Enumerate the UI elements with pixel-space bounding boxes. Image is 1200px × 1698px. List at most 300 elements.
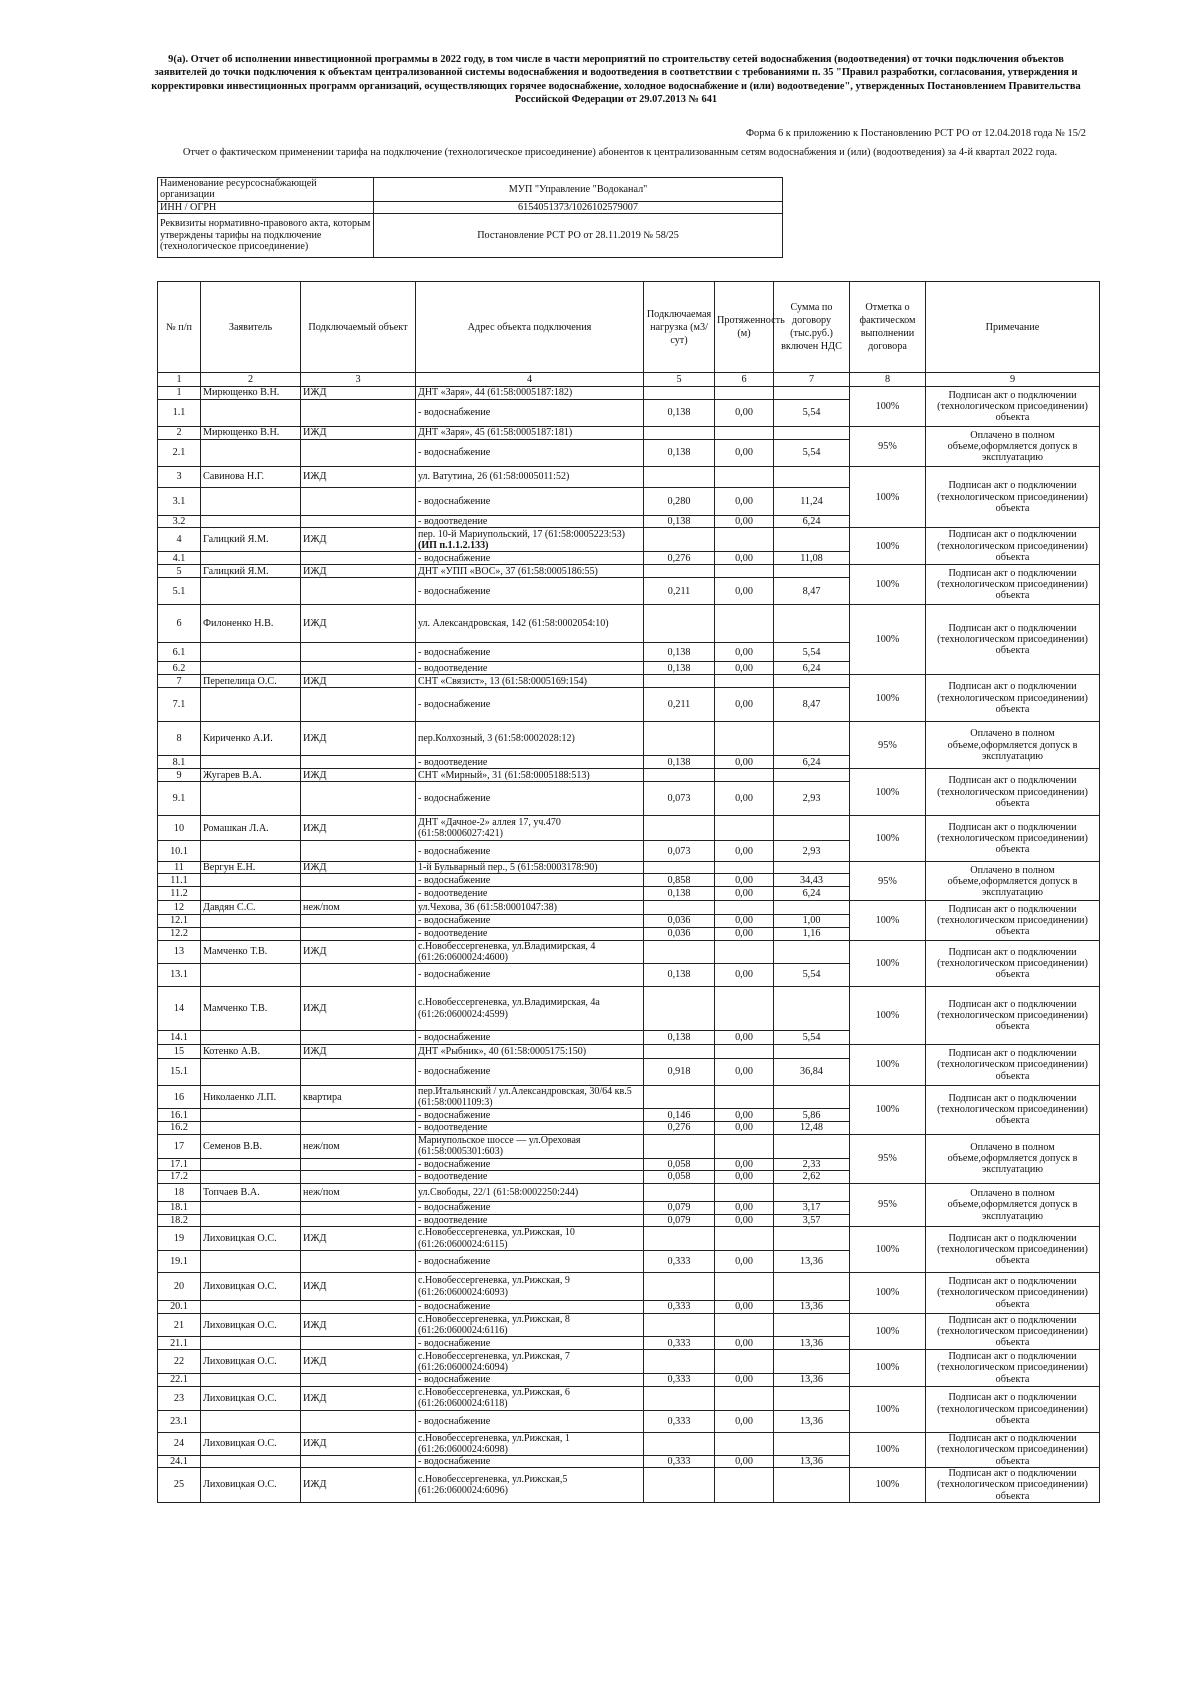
- table-row: [158, 816, 1100, 841]
- service-type: - водоотведение: [416, 1214, 644, 1226]
- completion-mark: 100%: [850, 387, 926, 427]
- sum-value: 11,24: [774, 488, 850, 516]
- applicant-name: Мамченко Т.В.: [201, 987, 301, 1031]
- empty-cell: [301, 1122, 416, 1134]
- subrow-number: 4.1: [158, 552, 201, 565]
- object-address: [416, 387, 644, 400]
- table-body: [158, 387, 1100, 1503]
- connected-object: ИЖД: [301, 467, 416, 488]
- empty-cell: [201, 516, 301, 528]
- subrow-number: 17.2: [158, 1170, 201, 1183]
- note-text: Подписан акт о подключении (технологическом присоединении) объекта: [926, 1314, 1100, 1350]
- load-value: 0,138: [644, 643, 715, 662]
- row-number: 17: [158, 1134, 201, 1158]
- row-number: 2: [158, 427, 201, 440]
- sum-value: [774, 528, 850, 552]
- connected-object: ИЖД: [301, 675, 416, 688]
- empty-cell: [201, 1214, 301, 1226]
- sum-value: [774, 605, 850, 643]
- service-type: - водоснабжение: [416, 1301, 644, 1314]
- note-text: Подписан акт о подключении (технологическом присоединении) объекта: [926, 387, 1100, 427]
- object-address: [416, 862, 644, 874]
- load-value: [644, 1432, 715, 1455]
- sum-value: 12,48: [774, 1122, 850, 1134]
- table-row: [158, 565, 1100, 578]
- row-number: 23: [158, 1386, 201, 1410]
- applicant-name: Лиховицкая О.С.: [201, 1273, 301, 1301]
- service-type: - водоснабжение: [416, 841, 644, 862]
- sum-value: [774, 1086, 850, 1109]
- table-row: [158, 722, 1100, 756]
- empty-cell: [201, 1170, 301, 1183]
- object-address: [416, 1273, 644, 1301]
- length-value: 0,00: [715, 1201, 774, 1214]
- empty-cell: [301, 688, 416, 722]
- length-value: 0,00: [715, 887, 774, 901]
- subrow-number: 12.2: [158, 927, 201, 940]
- empty-cell: [301, 782, 416, 816]
- empty-cell: [301, 1337, 416, 1350]
- connected-object: ИЖД: [301, 1468, 416, 1503]
- col-number: 7: [774, 373, 850, 387]
- load-value: [644, 1227, 715, 1251]
- length-value: [715, 467, 774, 488]
- address-text: ДНТ «Заря», 44 (61:58:0005187:182): [418, 387, 573, 399]
- subrow-number: 7.1: [158, 688, 201, 722]
- object-address: [416, 1350, 644, 1374]
- empty-cell: [201, 440, 301, 467]
- load-value: 0,058: [644, 1170, 715, 1183]
- empty-cell: [201, 1374, 301, 1386]
- load-value: 0,138: [644, 662, 715, 675]
- load-value: 0,211: [644, 688, 715, 722]
- load-value: [644, 605, 715, 643]
- service-type: - водоснабжение: [416, 915, 644, 927]
- sum-value: [774, 675, 850, 688]
- connections-table: [157, 281, 1100, 1503]
- note-text: Оплачено в полном объеме,оформляется допуск в эксплуатацию: [926, 1134, 1100, 1183]
- load-value: [644, 987, 715, 1031]
- connected-object: ИЖД: [301, 1227, 416, 1251]
- sum-value: 13,36: [774, 1456, 850, 1468]
- sum-value: [774, 1432, 850, 1455]
- applicant-name: Лиховицкая О.С.: [201, 1468, 301, 1503]
- load-value: [644, 528, 715, 552]
- row-number: 13: [158, 940, 201, 963]
- connected-object: ИЖД: [301, 387, 416, 400]
- sum-value: [774, 722, 850, 756]
- subrow-number: 14.1: [158, 1031, 201, 1045]
- subrow-number: 17.1: [158, 1158, 201, 1170]
- object-address: [416, 1468, 644, 1503]
- subrow-number: 3.2: [158, 516, 201, 528]
- length-value: 0,00: [715, 1170, 774, 1183]
- applicant-name: Вергун Е.Н.: [201, 862, 301, 874]
- length-value: 0,00: [715, 782, 774, 816]
- applicant-name: Мамченко Т.В.: [201, 940, 301, 963]
- completion-mark: 100%: [850, 1227, 926, 1273]
- service-type: - водоснабжение: [416, 643, 644, 662]
- completion-mark: 95%: [850, 1183, 926, 1226]
- object-address: [416, 675, 644, 688]
- table-row: [158, 987, 1100, 1031]
- note-text: Подписан акт о подключении (технологическом присоединении) объекта: [926, 1086, 1100, 1135]
- sum-value: [774, 1386, 850, 1410]
- empty-cell: [301, 1109, 416, 1122]
- length-value: 0,00: [715, 1059, 774, 1086]
- completion-mark: 95%: [850, 427, 926, 467]
- table-row: [158, 387, 1100, 400]
- info-row-inn: [158, 201, 783, 213]
- empty-cell: [301, 1374, 416, 1386]
- empty-cell: [201, 578, 301, 605]
- load-value: 0,211: [644, 578, 715, 605]
- row-number: 11: [158, 862, 201, 874]
- length-value: 0,00: [715, 552, 774, 565]
- sum-value: 8,47: [774, 688, 850, 722]
- sum-value: 13,36: [774, 1301, 850, 1314]
- connected-object: ИЖД: [301, 987, 416, 1031]
- empty-cell: [201, 874, 301, 887]
- sum-value: 6,24: [774, 756, 850, 769]
- load-value: 0,333: [644, 1251, 715, 1273]
- subrow-number: 18.1: [158, 1201, 201, 1214]
- sum-value: 11,08: [774, 552, 850, 565]
- note-text: Подписан акт о подключении (технологическом присоединении) объекта: [926, 769, 1100, 816]
- sum-value: 2,62: [774, 1170, 850, 1183]
- table-row: [158, 528, 1100, 552]
- address-text: с.Новобессергеневка, ул.Рижская, 6 (61:26:0600024:6118): [418, 1386, 570, 1410]
- load-value: 0,858: [644, 874, 715, 887]
- note-text: Подписан акт о подключении (технологическом присоединении) объекта: [926, 1273, 1100, 1314]
- service-type: - водоснабжение: [416, 1201, 644, 1214]
- empty-cell: [301, 488, 416, 516]
- sum-value: [774, 1183, 850, 1201]
- applicant-name: Галицкий Я.М.: [201, 528, 301, 552]
- object-address: [416, 528, 644, 552]
- load-value: [644, 1183, 715, 1201]
- applicant-name: Жугарев В.А.: [201, 769, 301, 782]
- length-value: 0,00: [715, 488, 774, 516]
- subrow-number: 12.1: [158, 915, 201, 927]
- empty-cell: [201, 643, 301, 662]
- service-type: - водоснабжение: [416, 400, 644, 427]
- sum-value: 1,16: [774, 927, 850, 940]
- table-row: [158, 1086, 1100, 1109]
- col-header-object: Подключаемый объект: [301, 282, 416, 373]
- length-value: [715, 769, 774, 782]
- sum-value: 6,24: [774, 662, 850, 675]
- empty-cell: [201, 1031, 301, 1045]
- connected-object: ИЖД: [301, 940, 416, 963]
- connected-object: неж/пом: [301, 1183, 416, 1201]
- load-value: 0,138: [644, 964, 715, 987]
- col-header-load: Подключаемая нагрузка (м3/сут): [644, 282, 715, 373]
- completion-mark: 100%: [850, 605, 926, 675]
- sum-value: 2,93: [774, 782, 850, 816]
- object-address: [416, 901, 644, 915]
- empty-cell: [201, 1158, 301, 1170]
- address-text: Мариупольское шоссе — ул.Ореховая (61:58:0005301:603): [418, 1134, 581, 1158]
- note-text: Подписан акт о подключении (технологическом присоединении) объекта: [926, 1350, 1100, 1386]
- object-address: [416, 722, 644, 756]
- length-value: 0,00: [715, 927, 774, 940]
- sum-value: 6,24: [774, 887, 850, 901]
- empty-cell: [301, 1410, 416, 1432]
- empty-cell: [301, 887, 416, 901]
- col-number: 6: [715, 373, 774, 387]
- row-number: 21: [158, 1314, 201, 1337]
- org-value: МУП "Управление "Водоканал": [374, 178, 783, 202]
- subrow-number: 22.1: [158, 1374, 201, 1386]
- load-value: [644, 862, 715, 874]
- completion-mark: 100%: [850, 816, 926, 862]
- applicant-name: Галицкий Я.М.: [201, 565, 301, 578]
- table-row: [158, 901, 1100, 915]
- note-text: Подписан акт о подключении (технологическом присоединении) объекта: [926, 816, 1100, 862]
- subrow-number: 16.1: [158, 1109, 201, 1122]
- sum-value: 1,00: [774, 915, 850, 927]
- length-value: 0,00: [715, 1374, 774, 1386]
- applicant-name: Ромашкан Л.А.: [201, 816, 301, 841]
- length-value: [715, 722, 774, 756]
- subrow-number: 19.1: [158, 1251, 201, 1273]
- length-value: [715, 1350, 774, 1374]
- service-type: - водоснабжение: [416, 552, 644, 565]
- table-row: [158, 1045, 1100, 1059]
- note-text: Оплачено в полном объеме,оформляется допуск в эксплуатацию: [926, 1183, 1100, 1226]
- connected-object: неж/пом: [301, 901, 416, 915]
- empty-cell: [201, 1109, 301, 1122]
- col-number: 5: [644, 373, 715, 387]
- length-value: [715, 605, 774, 643]
- connected-object: ИЖД: [301, 1432, 416, 1455]
- subrow-number: 24.1: [158, 1456, 201, 1468]
- connected-object: ИЖД: [301, 528, 416, 552]
- table-row: [158, 1314, 1100, 1337]
- applicant-name: Перепелица О.С.: [201, 675, 301, 688]
- service-type: - водоотведение: [416, 927, 644, 940]
- applicant-name: Лиховицкая О.С.: [201, 1350, 301, 1374]
- sum-value: [774, 467, 850, 488]
- load-value: 0,280: [644, 488, 715, 516]
- address-text: ДНТ «УПП «ВОС», 37 (61:58:0005186:55): [418, 565, 598, 577]
- empty-cell: [301, 1301, 416, 1314]
- address-text: ДНТ «Рыбник», 40 (61:58:0005175:150): [418, 1045, 587, 1057]
- address-text: с.Новобессергеневка, ул.Рижская, 1 (61:26:0600024:6098): [418, 1432, 570, 1455]
- service-type: - водоснабжение: [416, 688, 644, 722]
- applicant-name: Кириченко А.И.: [201, 722, 301, 756]
- subrow-number: 2.1: [158, 440, 201, 467]
- load-value: [644, 565, 715, 578]
- table-row: [158, 769, 1100, 782]
- row-number: 20: [158, 1273, 201, 1301]
- load-value: [644, 427, 715, 440]
- object-address: [416, 940, 644, 963]
- service-type: - водоснабжение: [416, 874, 644, 887]
- empty-cell: [301, 874, 416, 887]
- length-value: 0,00: [715, 688, 774, 722]
- empty-cell: [301, 516, 416, 528]
- service-type: - водоснабжение: [416, 578, 644, 605]
- load-value: 0,138: [644, 400, 715, 427]
- applicant-name: Филоненко Н.В.: [201, 605, 301, 643]
- sum-value: 13,36: [774, 1410, 850, 1432]
- service-type: - водоотведение: [416, 887, 644, 901]
- row-number: 16: [158, 1086, 201, 1109]
- address-text: пер.Колхозный, 3 (61:58:0002028:12): [418, 733, 575, 745]
- length-value: 0,00: [715, 874, 774, 887]
- col-number: 3: [301, 373, 416, 387]
- applicant-name: Котенко А.В.: [201, 1045, 301, 1059]
- load-value: 0,079: [644, 1201, 715, 1214]
- note-text: Подписан акт о подключении (технологическом присоединении) объекта: [926, 675, 1100, 722]
- empty-cell: [201, 688, 301, 722]
- org-label: Наименование ресурсоснабжающей организации: [158, 178, 374, 202]
- length-value: [715, 528, 774, 552]
- empty-cell: [301, 1456, 416, 1468]
- empty-cell: [301, 1201, 416, 1214]
- note-text: Подписан акт о подключении (технологическом присоединении) объекта: [926, 1468, 1100, 1503]
- sum-value: [774, 1314, 850, 1337]
- length-value: [715, 1227, 774, 1251]
- load-value: 0,276: [644, 552, 715, 565]
- sum-value: [774, 901, 850, 915]
- subrow-number: 8.1: [158, 756, 201, 769]
- load-value: 0,333: [644, 1301, 715, 1314]
- empty-cell: [201, 927, 301, 940]
- service-type: - водоснабжение: [416, 782, 644, 816]
- subrow-number: 10.1: [158, 841, 201, 862]
- length-value: [715, 427, 774, 440]
- address-text: с.Новобессергеневка, ул.Рижская, 8 (61:26:0600024:6116): [418, 1314, 570, 1337]
- connected-object: ИЖД: [301, 722, 416, 756]
- empty-cell: [301, 1158, 416, 1170]
- load-value: 0,138: [644, 516, 715, 528]
- row-number: 25: [158, 1468, 201, 1503]
- table-row: [158, 1227, 1100, 1251]
- load-value: [644, 1134, 715, 1158]
- sum-value: [774, 1227, 850, 1251]
- sum-value: [774, 387, 850, 400]
- object-address: [416, 1183, 644, 1201]
- table-row: [158, 1273, 1100, 1301]
- length-value: 0,00: [715, 1031, 774, 1045]
- length-value: 0,00: [715, 662, 774, 675]
- subrow-number: 11.2: [158, 887, 201, 901]
- applicant-name: Давдян С.С.: [201, 901, 301, 915]
- col-header-length: Протяженность (м): [715, 282, 774, 373]
- length-value: 0,00: [715, 400, 774, 427]
- completion-mark: 100%: [850, 1045, 926, 1086]
- subrow-number: 6.1: [158, 643, 201, 662]
- table-row: [158, 1134, 1100, 1158]
- length-value: [715, 1183, 774, 1201]
- organization-info-table: [157, 177, 783, 258]
- table-row: [158, 940, 1100, 963]
- empty-cell: [301, 440, 416, 467]
- completion-mark: 95%: [850, 722, 926, 769]
- load-value: [644, 901, 715, 915]
- object-address: [416, 1045, 644, 1059]
- sum-value: [774, 816, 850, 841]
- length-value: 0,00: [715, 1337, 774, 1350]
- completion-mark: 100%: [850, 1273, 926, 1314]
- address-text: 1-й Бульварный пер., 5 (61:58:0003178:90): [418, 862, 598, 874]
- address-text: ДНТ «Заря», 45 (61:58:0005187:181): [418, 427, 573, 439]
- table-header-row: [158, 282, 1100, 373]
- col-number: 1: [158, 373, 201, 387]
- load-value: 0,138: [644, 1031, 715, 1045]
- row-number: 10: [158, 816, 201, 841]
- service-type: - водоснабжение: [416, 1456, 644, 1468]
- address-text: с.Новобессергеневка, ул.Рижская, 9 (61:26:0600024:6093): [418, 1275, 570, 1298]
- sum-value: 13,36: [774, 1374, 850, 1386]
- empty-cell: [301, 915, 416, 927]
- load-value: 0,333: [644, 1410, 715, 1432]
- connected-object: ИЖД: [301, 1314, 416, 1337]
- table-row: [158, 862, 1100, 874]
- empty-cell: [201, 400, 301, 427]
- object-address: [416, 1314, 644, 1337]
- service-type: - водоотведение: [416, 1170, 644, 1183]
- col-number: 2: [201, 373, 301, 387]
- load-value: [644, 1314, 715, 1337]
- applicant-name: Николаенко Л.П.: [201, 1086, 301, 1109]
- address-text: СНТ «Связист», 13 (61:58:0005169:154): [418, 675, 587, 687]
- applicant-name: Мирющенко В.Н.: [201, 387, 301, 400]
- length-value: [715, 1386, 774, 1410]
- load-value: 0,138: [644, 756, 715, 769]
- connected-object: ИЖД: [301, 862, 416, 874]
- note-text: Подписан акт о подключении (технологическом присоединении) объекта: [926, 1386, 1100, 1432]
- table-row: [158, 467, 1100, 488]
- act-label: Реквизиты нормативно-правового акта, которым утверждены тарифы на подключение (технологическое присоединение): [158, 213, 374, 257]
- empty-cell: [301, 400, 416, 427]
- report-subtitle: Отчет о фактическом применении тарифа на подключение (технологическое присоединение) абонентов к централизованным сетям водоснабжения и (или) (водоотведения) за 4-й квартал 2022 года.: [182, 147, 1058, 158]
- col-header-note: Примечание: [926, 282, 1100, 373]
- load-value: 0,333: [644, 1374, 715, 1386]
- applicant-name: Лиховицкая О.С.: [201, 1386, 301, 1410]
- load-value: [644, 467, 715, 488]
- connected-object: неж/пом: [301, 1134, 416, 1158]
- document-heading: 9(а). Отчет об исполнении инвестиционной программы в 2022 году, в том числе в части мероприятий по строительству сетей водоснабжения (водоотведения) от точки подключения объектов заявителей до точки подключения к объектам централизованной системы водоснабжения и водоотведения в соответствии с требованиями п. 35 "Правил разработки, согласования, утверждения и корректировки инвестиционных программ организаций, осуществляющих горячее водоснабжение, холодное водоснабжение и (или) водоотведение", утвержденных Постановлением Правительства Российской Федерации от 29.07.2013 № 641: [151, 54, 1081, 106]
- completion-mark: 95%: [850, 862, 926, 901]
- note-text: Подписан акт о подключении (технологическом присоединении) объекта: [926, 940, 1100, 986]
- service-type: - водоснабжение: [416, 488, 644, 516]
- empty-cell: [201, 1201, 301, 1214]
- subrow-number: 21.1: [158, 1337, 201, 1350]
- note-text: Оплачено в полном объеме,оформляется допуск в эксплуатацию: [926, 862, 1100, 901]
- applicant-name: Савинова Н.Г.: [201, 467, 301, 488]
- empty-cell: [301, 552, 416, 565]
- length-value: [715, 1468, 774, 1503]
- address-text: СНТ «Мирный», 31 (61:58:0005188:513): [418, 769, 590, 781]
- col-header-applicant: Заявитель: [201, 282, 301, 373]
- address-text: с.Новобессергеневка, ул.Рижская, 10 (61:26:0600024:6115): [418, 1227, 575, 1250]
- subrow-number: 6.2: [158, 662, 201, 675]
- length-value: [715, 565, 774, 578]
- load-value: [644, 816, 715, 841]
- length-value: 0,00: [715, 1122, 774, 1134]
- row-number: 12: [158, 901, 201, 915]
- load-value: 0,146: [644, 1109, 715, 1122]
- table-row: [158, 1183, 1100, 1201]
- note-text: Подписан акт о подключении (технологическом присоединении) объекта: [926, 901, 1100, 940]
- note-text: Подписан акт о подключении (технологическом присоединении) объекта: [926, 605, 1100, 675]
- sum-value: 5,54: [774, 1031, 850, 1045]
- row-number: 4: [158, 528, 201, 552]
